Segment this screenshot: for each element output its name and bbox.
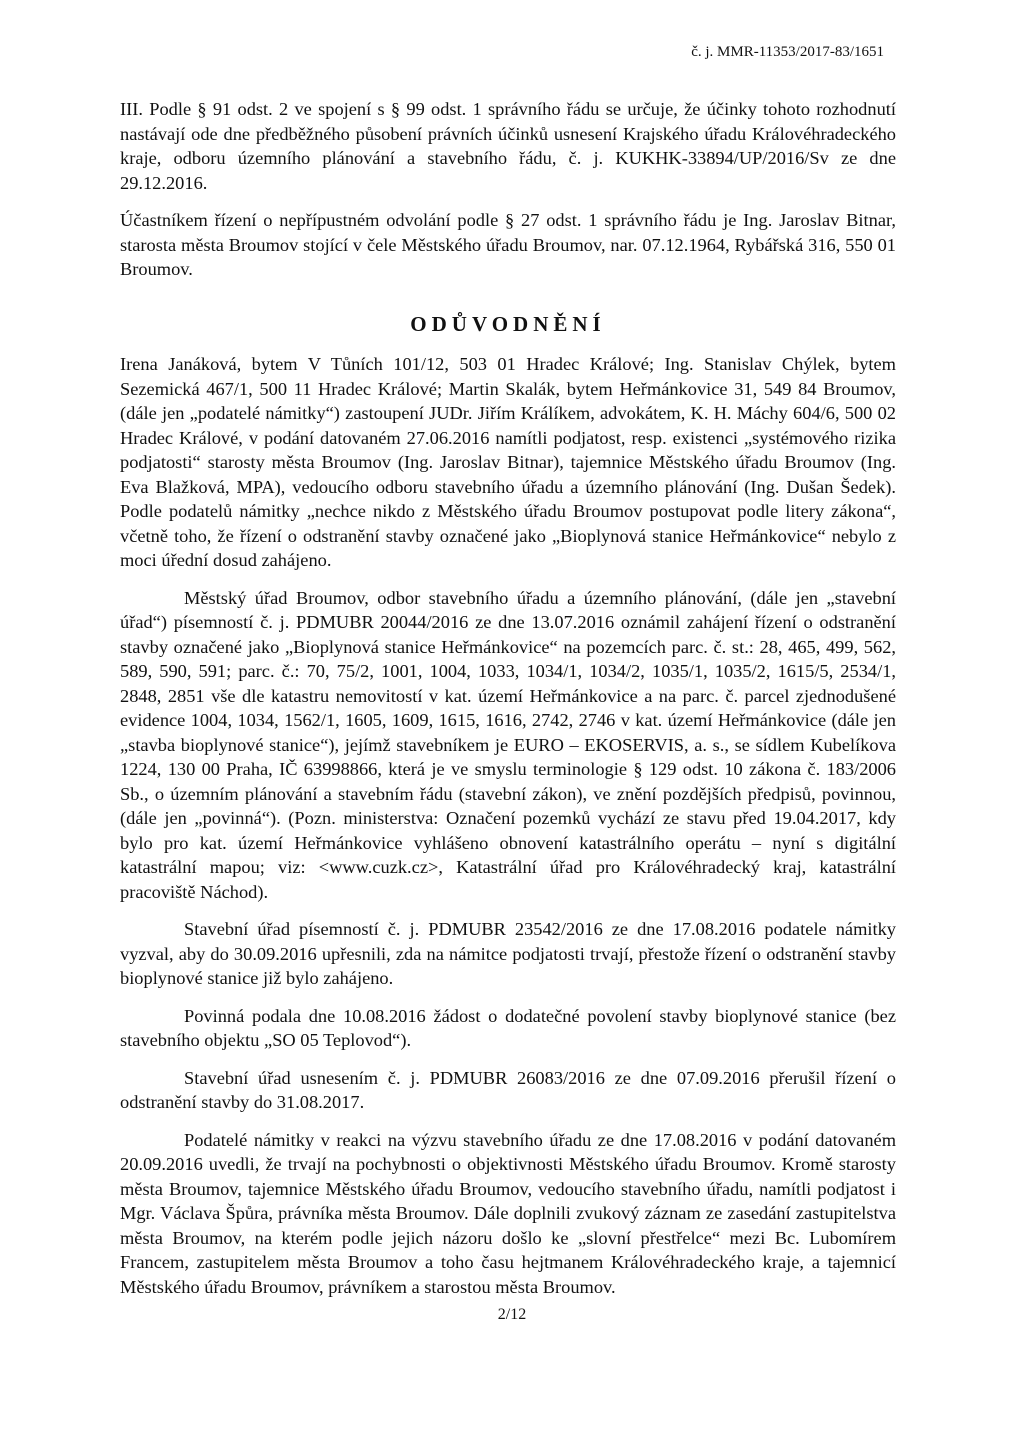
paragraph-application: Povinná podala dne 10.08.2016 žádost o dodatečné povolení stavby bioplynové stanice (bez stavebního objektu „SO 05 Teplovod“).: [120, 1005, 896, 1050]
section-heading: ODŮVODNĚNÍ: [410, 311, 606, 336]
reference-number: č. j. MMR-11353/2017-83/1651: [691, 44, 884, 60]
page-number: 2/12: [497, 1306, 527, 1323]
paragraph-proceedings: Městský úřad Broumov, odbor stavebního úřadu a územního plánování, (dále jen „stavební úřad“) písemností č. j. PDMUBR 20044/2016 ze dne 13.07.2016 oznámil zahájení řízení o odstranění stavby označené jako „Bioplynová stanice Heřmánkovice“ na pozemcích parc. č. st.: 28, 465, 499, 562, 589, 590, 591; parc. č.: 70, 75/2, 1001, 1004, 1033, 1034/1, 1034/2, 1035/1, 1035/2, 1615/5, 2534/1, 2848, 2851 vše dle katastru nemovitostí v kat. území Heřmánkovice a na parc. č. parcel zjednodušené evidence 1004, 1034, 1562/1, 1605, 1609, 1615, 1616, 2742, 2746 v kat. území Heřmánkovice (dále jen „stavba bioplynové stanice“), jejímž stavebníkem je EURO – EKOSERVIS, a. s., se sídlem Kubelíkova 1224, 130 00 Praha, IČ 63998866, která je ve smyslu terminologie § 129 odst. 10 zákona č. 183/2006 Sb., o územním plánování a stavebním řádu (stavební zákon), ve znění pozdějších předpisů, povinnou, (dále jen „povinná“). (Pozn. ministerstva: Označení pozemků vychází ze stavu před 19.04.2017, kdy bylo pro kat. území Heřmánkovice vyhlášeno obnovení katastrálního operátu – nyní s digitální katastrální mapou; viz: <www.cuzk.cz>, Katastrální úřad pro Královéhradecký kraj, katastrální pracoviště Náchod).: [120, 587, 896, 902]
document-body: [120, 97, 896, 1312]
paragraph-interruption: Stavební úřad usnesením č. j. PDMUBR 26083/2016 ze dne 07.09.2016 přerušil řízení o odstranění stavby do 31.08.2017.: [120, 1067, 896, 1112]
paragraph-request: Stavební úřad písemností č. j. PDMUBR 23542/2016 ze dne 17.08.2016 podatele námitky vyzval, aby do 30.09.2016 upřesnili, zda na námitce podjatosti trvají, přestože řízení o odstranění stavby bioplynové stanice již bylo zahájeno.: [120, 919, 896, 988]
paragraph-objection: Irena Janáková, bytem V Tůních 101/12, 503 01 Hradec Králové; Ing. Stanislav Chýlek, bytem Sezemická 467/1, 500 11 Hradec Králové; Martin Skalák, bytem Heřmánkovice 31, 549 84 Broumov, (dále jen „podatelé námitky“) zastoupení JUDr. Jiřím Králíkem, advokátem, K. H. Máchy 604/6, 500 02 Hradec Králové, v podání datovaném 27.06.2016 namítli podjatost, resp. existenci „systémového rizika podjatosti“ starosty města Broumov (Ing. Jaroslav Bitnar), tajemnice Městského úřadu Broumov (Ing. Eva Blažková, MPA), vedoucího odboru stavebního úřadu a územního plánování (Ing. Dušan Šedek). Podle podatelů námitky „nechce nikdo z Městského úřadu Broumov postupovat podle litery zákona“, včetně toho, že řízení o odstranění stavby označené jako „Bioplynová stanice Heřmánkovice“ nebylo z moci úřední dosud zahájeno.: [120, 354, 896, 570]
paragraph-response: Podatelé námitky v reakci na výzvu stavebního úřadu ze dne 17.08.2016 v podání datovaném 20.09.2016 uvedli, že trvají na pochybnosti o objektivnosti Městského úřadu Broumov. Kromě starosty města Broumov, tajemnice Městského úřadu Broumov, vedoucího stavebního úřadu, namítli podjatost i Mgr. Václava Špůra, právníka města Broumov. Dále doplnili zvukový záznam ze zasedání zastupitelstva města Broumov, na kterém podle jejich názoru došlo ke „slovní přestřelce“ mezi Bc. Lubomírem Francem, zastupitelem města Broumov a toho času hejtmanem Královéhradeckého kraje, a tajemnicí Městského úřadu Broumov, právníkem a starostou města Broumov.: [120, 1129, 896, 1297]
paragraph-ruling-iii: III. Podle § 91 odst. 2 ve spojení s § 99 odst. 1 správního řádu se určuje, že účinky tohoto rozhodnutí nastávají ode dne předběžného působení právních účinků usnesení Krajského úřadu Královéhradeckého kraje, odboru územního plánování a stavebního řádu, č. j. KUKHK-33894/UP/2016/Sv ze dne 29.12.2016.: [120, 99, 896, 193]
paragraph-participant: Účastníkem řízení o nepřípustném odvolání podle § 27 odst. 1 správního řádu je Ing. Jaroslav Bitnar, starosta města Broumov stojící v čele Městského úřadu Broumov, nar. 07.12.1964, Rybářská 316, 550 01 Broumov.: [120, 210, 896, 279]
